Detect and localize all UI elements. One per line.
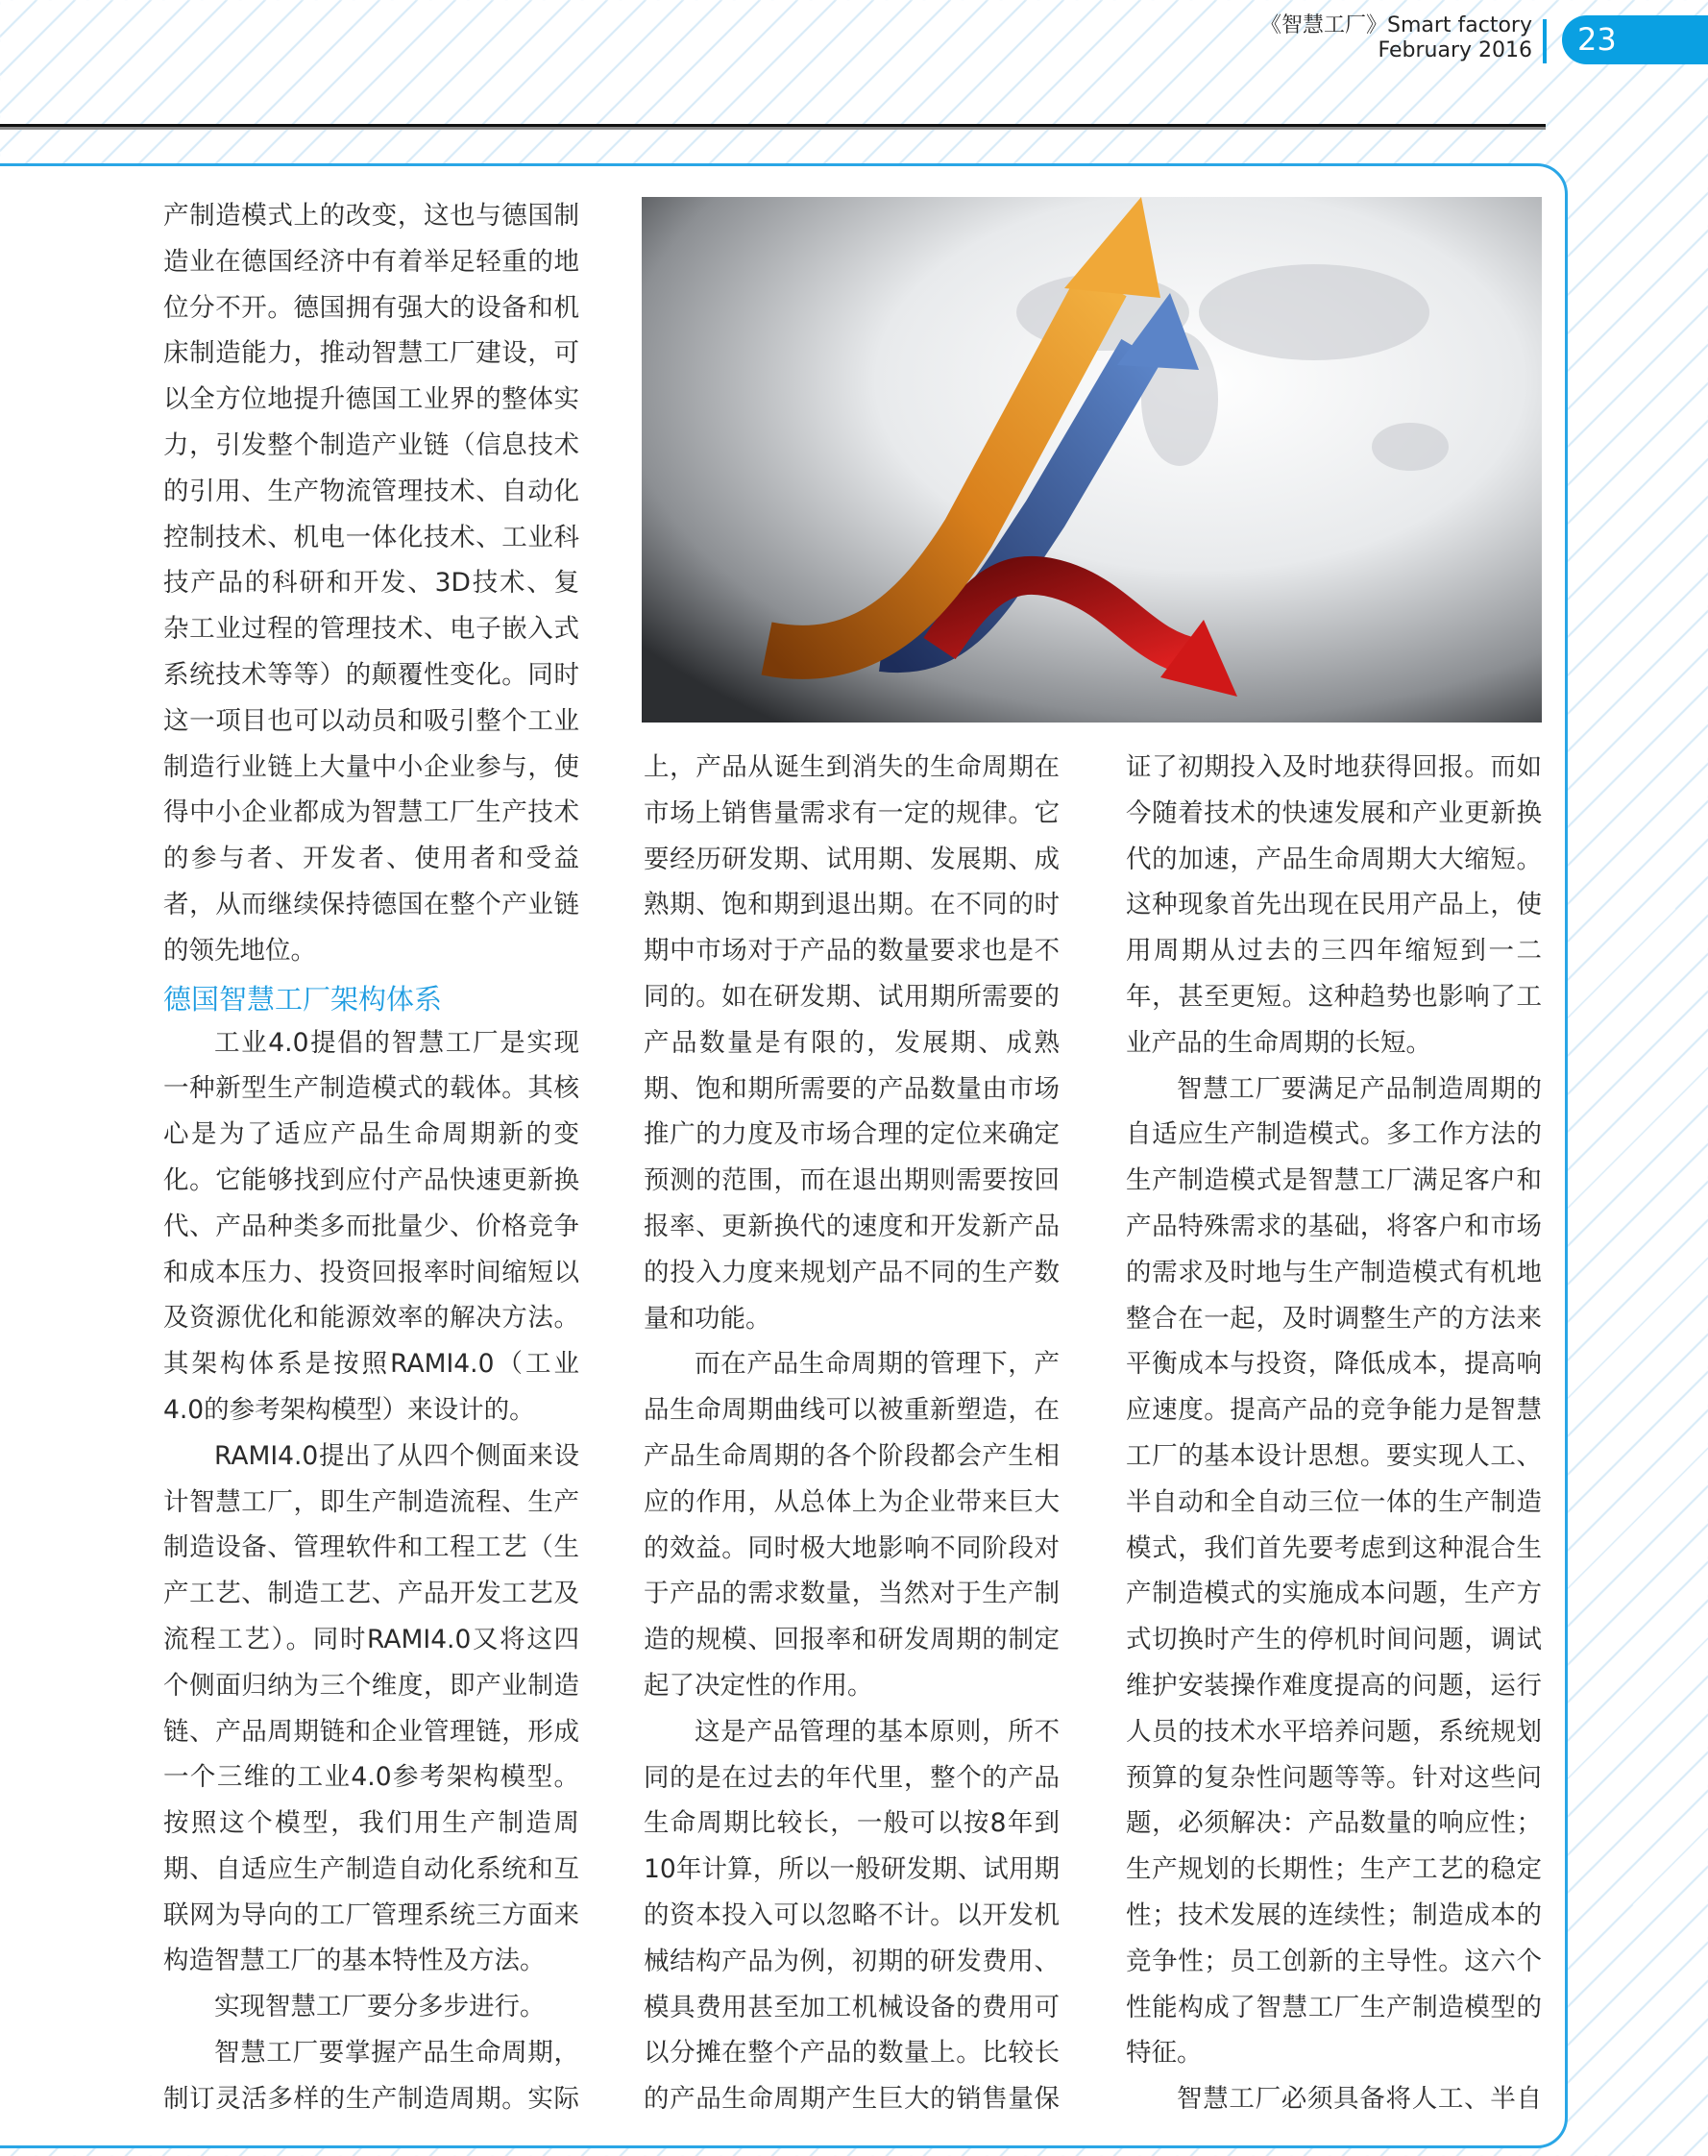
paragraph: 实现智慧工厂要分多步进行。	[214, 1992, 546, 2022]
section-heading: 德国智慧工厂架构体系	[163, 982, 443, 1016]
page-number: 23	[1577, 21, 1617, 58]
paragraph: 工业4.0提倡的智慧工厂是实现一种新型生产制造模式的载体。其核心是为了适应产品生命周期新的变化。它能够找到应付产品快速更新换代、产品种类多而批量少、价格竞争和成本压力、投资回报率时间缩短以及资源优化和能源效率的解决方法。其架构体系是按照RAMI4.0（工业4.0的参考架构模型）来设计的。	[163, 1027, 579, 1425]
page-number-badge	[1562, 15, 1708, 64]
paragraph: 证了初期投入及时地获得回报。而如今随着技术的快速发展和产业更新换代的加速，产品生命周期大大缩短。这种现象首先出现在民用产品上，使用周期从过去的三四年缩短到一二年，甚至更短。这种趋势也影响了工业产品的生命周期的长短。	[1126, 752, 1542, 1058]
rising-arrows-photo	[642, 197, 1542, 723]
article-column-middle	[644, 745, 1060, 2122]
paragraph: 这是产品管理的基本原则，所不同的是在过去的年代里，整个的产品生命周期比较长，一般可以按8年到10年计算，所以一般研发期、试用期的资本投入可以忽略不计。以开发机械结构产品为例，初期的研发费用、模具费用甚至加工机械设备的费用可以分摊在整个产品的数量上。比较长的产品生命周期产生巨大的销售量保	[644, 1716, 1060, 2115]
header-divider	[1543, 19, 1547, 63]
paragraph: 上，产品从诞生到消失的生命周期在市场上销售量需求有一定的规律。它要经历研发期、试用期、发展期、成熟期、饱和期到退出期。在不同的时期中市场对于产品的数量要求也是不同的。如在研发期、试用期所需要的产品数量是有限的，发展期、成熟期、饱和期所需要的产品数量由市场推广的力度及市场合理的定位来确定预测的范围，而在退出期则需要按回报率、更新换代的速度和开发新产品的投入力度来规划产品不同的生产数量和功能。	[644, 752, 1060, 1334]
paragraph: RAMI4.0提出了从四个侧面来设计智慧工厂，即生产制造流程、生产制造设备、管理软件和工程工艺（生产工艺、制造工艺、产品开发工艺及流程工艺）。同时RAMI4.0又将这四个侧面归纳为三个维度，即产业制造链、产品周期链和企业管理链，形成一个三维的工业4.0参考架构模型。按照这个模型，我们用生产制造周期、自适应生产制造自动化系统和互联网为导向的工厂管理系统三方面来构造智慧工厂的基本特性及方法。	[163, 1440, 579, 1976]
article-column-left	[163, 193, 579, 2122]
paragraph: 而在产品生命周期的管理下，产品生命周期曲线可以被重新塑造，在产品生命周期的各个阶段都会产生相应的作用，从总体上为企业带来巨大的效益。同时极大地影响不同阶段对于产品的需求数量，当然对于生产制造的规模、回报率和研发周期的制定起了决定性的作用。	[644, 1349, 1060, 1701]
paragraph: 智慧工厂必须具备将人工、半自	[1177, 2084, 1542, 2115]
header-rule	[0, 124, 1546, 130]
paragraph: 产制造模式上的改变，这也与德国制造业在德国经济中有着举足轻重的地位分不开。德国拥有强大的设备和机床制造能力，推动智慧工厂建设，可以全方位地提升德国工业界的整体实力，引发整个制造产业链（信息技术的引用、生产物流管理技术、自动化控制技术、机电一体化技术、工业科技产品的科研和开发、3D技术、复杂工业过程的管理技术、电子嵌入式系统技术等等）的颠覆性变化。同时这一项目也可以动员和吸引整个工业制造行业链上大量中小企业参与，使得中小企业都成为智慧工厂生产技术的参与者、开发者、使用者和受益者，从而继续保持德国在整个产业链的领先地位。	[163, 201, 579, 966]
running-header	[1260, 13, 1532, 63]
paragraph: 智慧工厂要掌握产品生命周期，制订灵活多样的生产制造周期。实际	[163, 2038, 579, 2114]
issue-date: February 2016	[1378, 38, 1532, 62]
article-column-right	[1126, 745, 1542, 2122]
paragraph: 智慧工厂要满足产品制造周期的自适应生产制造模式。多工作方法的生产制造模式是智慧工厂满足客户和产品特殊需求的基础，将客户和市场的需求及时地与生产制造模式有机地整合在一起，及时调整生产的方法来平衡成本与投资，降低成本，提高响应速度。提高产品的竞争能力是智慧工厂的基本设计思想。要实现人工、半自动和全自动三位一体的生产制造模式，我们首先要考虑到这种混合生产制造模式的实施成本问题，生产方式切换时产生的停机时间问题，调试维护安装操作难度提高的问题，运行人员的技术水平培养问题，系统规划预算的复杂性问题等等。针对这些问题，必须解决：产品数量的响应性；生产规划的长期性；生产工艺的稳定性；技术发展的连续性；制造成本的竞争性；员工创新的主导性。这六个性能构成了智慧工厂生产制造模型的特征。	[1126, 1073, 1542, 2069]
magazine-title: 《智慧工厂》Smart factory	[1259, 13, 1532, 37]
